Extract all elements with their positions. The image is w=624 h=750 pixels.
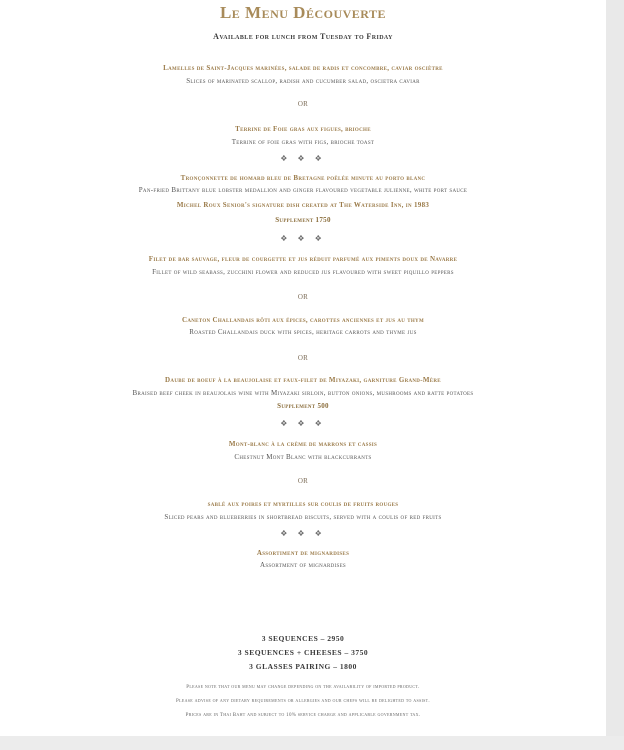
- or-separator: OR: [297, 354, 309, 362]
- course-6-supplement: Supplement 500: [277, 402, 329, 410]
- note-menu-change: Please note that our menu may change depending on the availability of imported product.: [186, 685, 420, 690]
- course-4-english: Fillet of wild seabass, zucchini flower and reduced jus flavoured with sweet piquillo peppers: [152, 268, 454, 276]
- note-dietary: Please advise of any dietary requirements or allergies and our chefs will be delighted to assist.: [176, 699, 430, 704]
- course-2-french: Terrine de Foie gras aux figues, brioche: [235, 125, 371, 133]
- course-1-english: Slices of marinated scallop, radish and cucumber salad, oscietra caviar: [186, 77, 420, 85]
- course-2-english: Terrine of foie gras with figs, brioche toast: [231, 138, 375, 146]
- price-sequences-cheeses: 3 SEQUENCES + CHEESES – 3750: [237, 648, 369, 657]
- price-glasses-pairing: 3 GLASSES PAIRING – 1800: [249, 662, 357, 671]
- course-3-supplement: Supplement 1750: [275, 216, 331, 224]
- ornament-divider: ❖ ❖ ❖: [280, 154, 326, 163]
- or-separator: OR: [297, 293, 309, 301]
- course-3-signature: Michel Roux Senior's signature dish created at The Waterside Inn, in 1983: [176, 201, 430, 209]
- ornament-divider: ❖ ❖ ❖: [280, 529, 326, 538]
- page-bottom-edge: [0, 736, 624, 750]
- course-9-french: Assortiment de mignardises: [256, 549, 350, 557]
- menu-subtitle: Available for lunch from Tuesday to Friday: [213, 32, 393, 41]
- page-edge: [606, 0, 624, 750]
- course-6-french: Daube de boeuf à la beaujolaise et faux-filet de Miyazaki, garniture Grand-Mère: [165, 376, 441, 384]
- or-separator: OR: [297, 100, 309, 108]
- menu-title: Le Menu Découverte: [219, 3, 387, 22]
- course-7-english: Chestnut Mont Blanc with blackcurrants: [234, 453, 372, 461]
- course-6-english: Braised beef cheek in beaujolais wine with Miyazaki sirloin, button onions, mushrooms and ratte potatoes: [132, 389, 474, 397]
- course-1-french: Lamelles de Saint-Jacques marinées, salade de radis et concombre, caviar osciètre: [163, 64, 443, 72]
- ornament-divider: ❖ ❖ ❖: [280, 419, 326, 428]
- or-separator: OR: [297, 477, 309, 485]
- course-4-french: Filet de bar sauvage, fleur de courgette et jus réduit parfumé aux piments doux de Navarre: [148, 255, 458, 263]
- course-8-french: sablé aux poires et myrtilles sur coulis de fruits rouges: [207, 500, 399, 508]
- course-5-english: Roasted Challandais duck with spices, heritage carrots and thyme jus: [189, 328, 417, 336]
- ornament-divider: ❖ ❖ ❖: [280, 234, 326, 243]
- course-3-english: Pan-fried Brittany blue lobster medallion and ginger flavoured vegetable julienne, white port sauce: [138, 186, 468, 194]
- course-3-french: Tronçonnette de homard bleu de Bretagne poêlée minute au porto blanc: [180, 174, 426, 182]
- course-7-french: Mont-blanc à la crème de marrons et cassis: [228, 440, 378, 448]
- price-three-sequences: 3 SEQUENCES – 2950: [261, 634, 345, 643]
- course-8-english: Sliced pears and blueberries in shortbread biscuits, served with a coulis of red fruits: [164, 513, 442, 521]
- course-9-english: Assortment of mignardises: [259, 561, 347, 569]
- note-prices: Prices are in Thai Baht and subject to 10% service charge and applicable government tax.: [185, 713, 421, 718]
- course-5-french: Caneton Challandais rôti aux épices, carottes anciennes et jus au thym: [182, 316, 424, 324]
